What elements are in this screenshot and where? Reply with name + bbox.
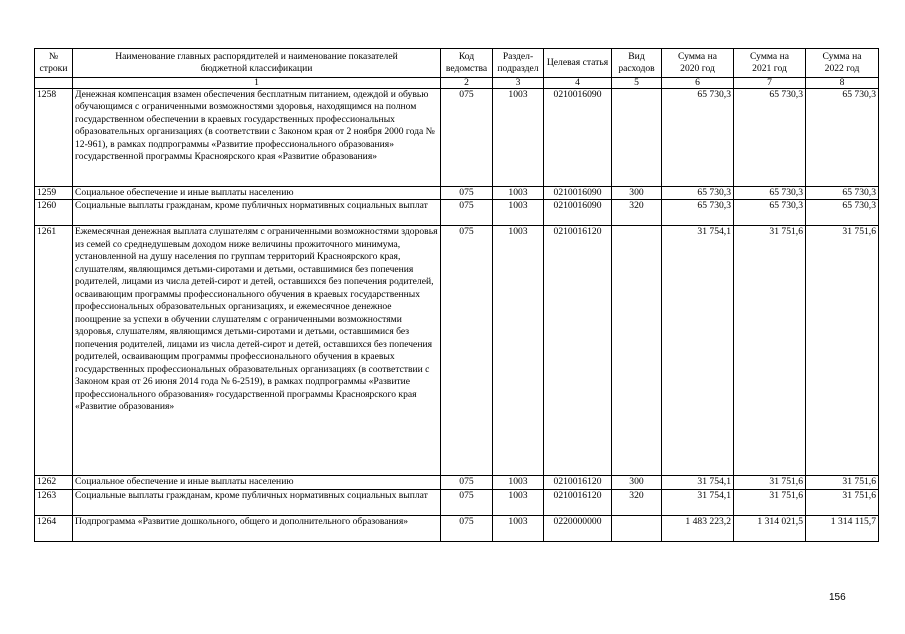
row-sum-2022: 65 730,3	[806, 89, 879, 187]
row-sum-2021: 31 751,6	[734, 226, 806, 476]
header-row	[35, 49, 879, 78]
row-number: 1263	[35, 489, 73, 515]
row-expense-type: 320	[612, 200, 662, 226]
row-expense-type	[612, 515, 662, 541]
row-name: Подпрограмма «Развитие дошкольного, общего и дополнительного образования»	[73, 515, 441, 541]
row-target-article: 0210016090	[544, 89, 612, 187]
row-target-article: 0210016120	[544, 489, 612, 515]
column-number: 5	[612, 78, 662, 89]
row-razdel: 1003	[493, 226, 544, 476]
row-vedomstvo: 075	[441, 187, 493, 200]
header-sum-2021: Сумма на 2021 год	[734, 49, 806, 78]
table-row	[35, 489, 879, 515]
column-number: 6	[662, 78, 734, 89]
row-sum-2022: 31 751,6	[806, 476, 879, 489]
row-expense-type: 320	[612, 489, 662, 515]
header-sum-2022: Сумма на 2022 год	[806, 49, 879, 78]
table-row	[35, 226, 879, 476]
row-razdel: 1003	[493, 515, 544, 541]
row-expense-type: 300	[612, 476, 662, 489]
row-vedomstvo: 075	[441, 476, 493, 489]
row-number: 1260	[35, 200, 73, 226]
row-sum-2022: 1 314 115,7	[806, 515, 879, 541]
row-razdel: 1003	[493, 187, 544, 200]
column-number: 8	[806, 78, 879, 89]
table-row	[35, 515, 879, 541]
header-sum-2020: Сумма на 2020 год	[662, 49, 734, 78]
header-expense-type: Вид расходов	[612, 49, 662, 78]
column-number	[35, 78, 73, 89]
table-row	[35, 187, 879, 200]
column-number: 3	[493, 78, 544, 89]
row-sum-2021: 31 751,6	[734, 476, 806, 489]
header-razdel: Раздел- подраздел	[493, 49, 544, 78]
page-number: 156	[829, 592, 846, 603]
row-vedomstvo: 075	[441, 515, 493, 541]
row-sum-2021: 65 730,3	[734, 187, 806, 200]
column-number: 4	[544, 78, 612, 89]
row-sum-2020: 65 730,3	[662, 187, 734, 200]
row-expense-type	[612, 89, 662, 187]
row-sum-2022: 31 751,6	[806, 489, 879, 515]
row-sum-2020: 31 754,1	[662, 489, 734, 515]
row-vedomstvo: 075	[441, 89, 493, 187]
row-target-article: 0220000000	[544, 515, 612, 541]
row-sum-2020: 31 754,1	[662, 226, 734, 476]
table-row	[35, 89, 879, 187]
header-target-article: Целевая статья	[544, 49, 612, 78]
row-target-article: 0210016120	[544, 476, 612, 489]
row-target-article: 0210016090	[544, 187, 612, 200]
row-sum-2020: 1 483 223,2	[662, 515, 734, 541]
table-row	[35, 476, 879, 489]
row-razdel: 1003	[493, 89, 544, 187]
column-number-row	[35, 78, 879, 89]
row-sum-2022: 65 730,3	[806, 200, 879, 226]
row-sum-2021: 65 730,3	[734, 89, 806, 187]
row-expense-type	[612, 226, 662, 476]
row-vedomstvo: 075	[441, 489, 493, 515]
row-number: 1264	[35, 515, 73, 541]
column-number: 7	[734, 78, 806, 89]
row-sum-2022: 31 751,6	[806, 226, 879, 476]
row-vedomstvo: 075	[441, 226, 493, 476]
row-sum-2020: 65 730,3	[662, 200, 734, 226]
row-sum-2020: 31 754,1	[662, 476, 734, 489]
row-sum-2022: 65 730,3	[806, 187, 879, 200]
row-target-article: 0210016120	[544, 226, 612, 476]
header-row-number: № строки	[35, 49, 73, 78]
row-number: 1259	[35, 187, 73, 200]
row-vedomstvo: 075	[441, 200, 493, 226]
row-expense-type: 300	[612, 187, 662, 200]
row-sum-2021: 1 314 021,5	[734, 515, 806, 541]
row-target-article: 0210016090	[544, 200, 612, 226]
row-number: 1261	[35, 226, 73, 476]
row-name: Социальное обеспечение и иные выплаты населению	[73, 187, 441, 200]
row-sum-2020: 65 730,3	[662, 89, 734, 187]
row-name: Ежемесячная денежная выплата слушателям с ограниченными возможностями здоровья из семей со среднедушевым доходом ниже величины прожиточного минимума, установленной на душу населения по группам территорий Красноярского края, слушателям, являющимся детьми-сиротами и детьми, оставшимися без попечения родителей, лицами из числа детей-сирот и детей, оставшихся без попечения родителей, осваивающим программы профессионального обучения в краевых государственных профессиональных образовательных организациях, и ежемесячное денежное поощрение за успехи в обучении слушателям с ограниченными возможностями здоровья, слушателям, являющимся детьми-сиротами и детьми, оставшимися без попечения родителей, лицами из числа детей-сирот и детей, оставшихся без попечения родителей, осваивающим программы профессионального обучения в краевых государственных профессиональных образовательных организациях (в соответствии с Законом края от 26 июня 2014 года № 6-2519), в рамках подпрограммы «Развитие профессионального образования» государственной программы Красноярского края «Развитие образования»	[73, 226, 441, 476]
row-number: 1258	[35, 89, 73, 187]
row-name: Социальное обеспечение и иные выплаты населению	[73, 476, 441, 489]
header-vedomstvo: Код ведомства	[441, 49, 493, 78]
table-row	[35, 200, 879, 226]
header-name: Наименование главных распорядителей и наименование показателей бюджетной классификации	[73, 49, 441, 78]
budget-table	[34, 48, 879, 542]
row-sum-2021: 31 751,6	[734, 489, 806, 515]
row-sum-2021: 65 730,3	[734, 200, 806, 226]
column-number: 2	[441, 78, 493, 89]
row-razdel: 1003	[493, 489, 544, 515]
row-razdel: 1003	[493, 476, 544, 489]
row-number: 1262	[35, 476, 73, 489]
column-number: 1	[73, 78, 441, 89]
row-razdel: 1003	[493, 200, 544, 226]
row-name: Социальные выплаты гражданам, кроме публичных нормативных социальных выплат	[73, 489, 441, 515]
row-name: Денежная компенсация взамен обеспечения бесплатным питанием, одеждой и обувью обучающимся с ограниченными возможностями здоровья, находящимся на полном государственном обеспечении в краевых государственных профессиональных образовательных организациях (в соответствии с Законом края от 2 ноября 2000 года № 12-961), в рамках подпрограммы «Развитие профессионального образования» государственной программы Красноярского края «Развитие образования»	[73, 89, 441, 187]
row-name: Социальные выплаты гражданам, кроме публичных нормативных социальных выплат	[73, 200, 441, 226]
